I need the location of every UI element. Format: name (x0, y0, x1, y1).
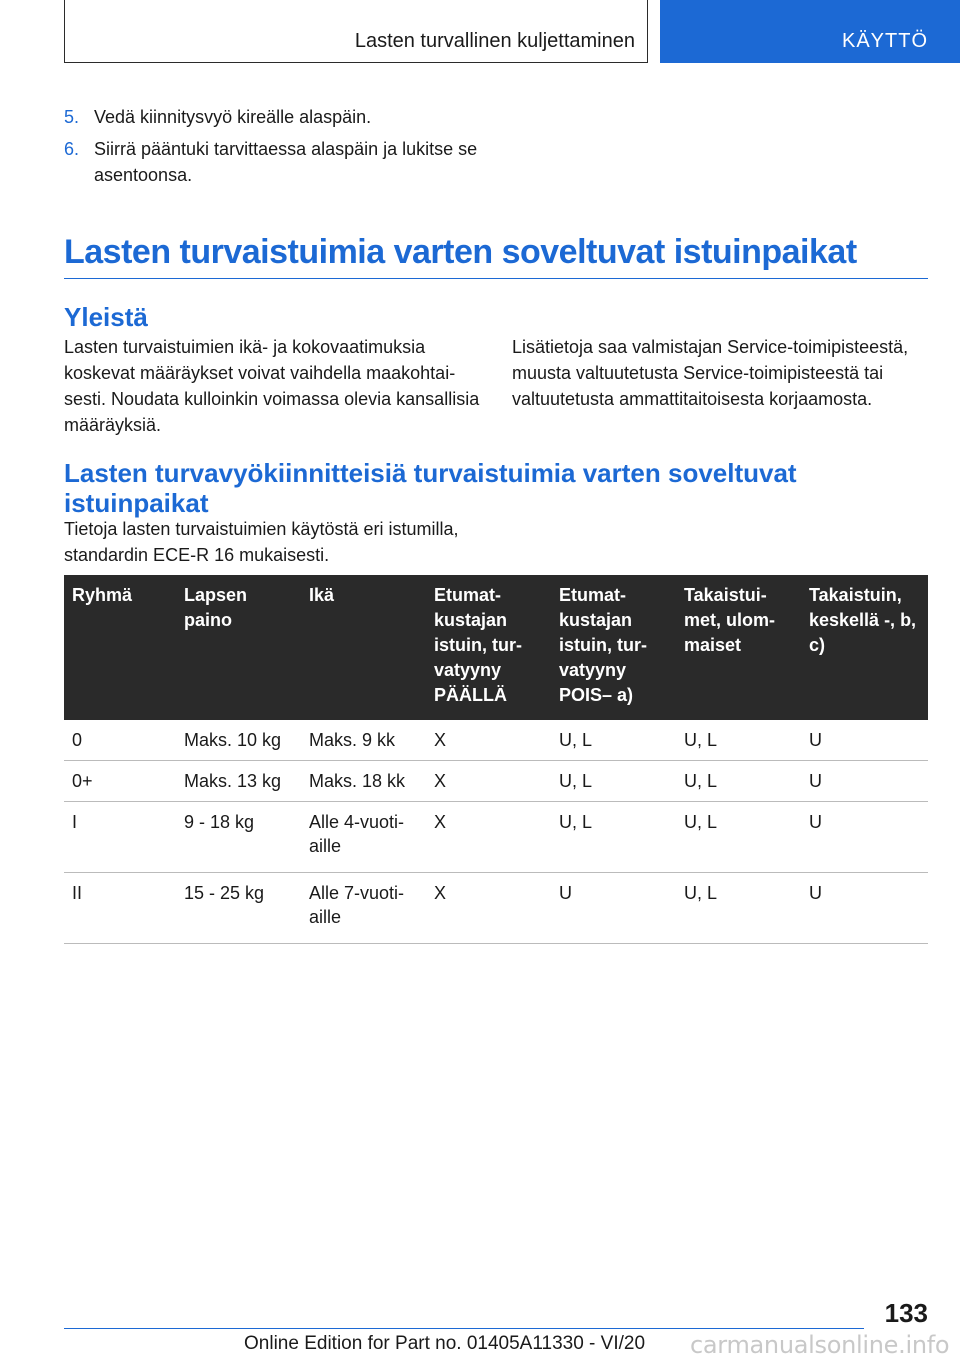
column-header: Ryhmä (64, 575, 176, 720)
table-row (64, 761, 928, 802)
column-header: Etumatkustajan istuin, turvatyyny PÄÄLLÄ (426, 575, 551, 720)
isofix-intro: Tietoja lasten turvaistuimien käytöstä eri istumilla, standardin ECE-R 16 mukaisesti. (64, 519, 459, 565)
column-header: Takaistuimet, ulommaiset (676, 575, 801, 720)
table-cell: Maks. 13 kg (176, 761, 301, 802)
table-cell: U (551, 873, 676, 944)
table-cell: U (801, 761, 928, 802)
table-cell: U, L (551, 761, 676, 802)
table-row (64, 873, 928, 944)
step-number: 6. (64, 139, 80, 159)
table-cell: U, L (551, 720, 676, 761)
step-number: 5. (64, 107, 80, 127)
column-header: Lapsen paino (176, 575, 301, 720)
step-item (64, 136, 484, 188)
column-header: Etumatkustajan istuin, turvatyyny POIS– a) (551, 575, 676, 720)
table-cell: X (426, 873, 551, 944)
table-cell: Maks. 9 kk (301, 720, 426, 761)
table-cell: X (426, 802, 551, 873)
table-cell: U (801, 802, 928, 873)
table-cell: Maks. 10 kg (176, 720, 301, 761)
table-cell: Alle 4-vuotiaille (301, 802, 426, 873)
page-number: 133 (884, 1298, 928, 1328)
table-cell: X (426, 761, 551, 802)
main-heading: Lasten turvaistuimia varten soveltuvat istuinpaikat (64, 232, 928, 279)
table-cell: II (64, 873, 176, 944)
table-header-row (64, 575, 928, 720)
table-cell: 15 - 25 kg (176, 873, 301, 944)
table-row (64, 802, 928, 873)
table-cell: U, L (676, 720, 801, 761)
chapter-title: Lasten turvallinen kuljettaminen (354, 30, 635, 52)
column-header: Takaistuin, keskellä -, b, c) (801, 575, 928, 720)
instruction-steps (64, 104, 484, 194)
table-cell: U, L (676, 761, 801, 802)
table-cell: U (801, 720, 928, 761)
isofix-heading: Lasten turvavyökiinnitteisiä turvaistuimia varten soveltuvat istuinpaikat (64, 458, 797, 518)
table-cell: Maks. 18 kk (301, 761, 426, 802)
table-cell: X (426, 720, 551, 761)
column-header: Ikä (301, 575, 426, 720)
table-cell: U, L (551, 802, 676, 873)
step-item (64, 104, 484, 130)
watermark-logo: carmanualsonline.info (690, 1331, 950, 1359)
table-cell: 0+ (64, 761, 176, 802)
table-cell: U, L (676, 802, 801, 873)
seat-suitability-table (64, 575, 928, 944)
general-heading: Yleistä (64, 302, 148, 332)
general-left-paragraph: Lasten turvaistuimien ikä- ja kokovaatimuksia koskevat määräykset voivat vaihdella maakohtaisesti. Noudata kulloinkin voimassa olevia kansallisia määräyksiä. (64, 337, 480, 435)
edition-text: Online Edition for Part no. 01405A11330 - VI/20 (244, 1333, 646, 1354)
table-cell: 9 - 18 kg (176, 802, 301, 873)
table-cell: U (801, 873, 928, 944)
header-section-tab (660, 0, 960, 63)
footer-divider (64, 1328, 864, 1329)
section-label: KÄYTTÖ (841, 30, 928, 52)
table-cell: I (64, 802, 176, 873)
step-text: Siirrä pääntuki tarvittaessa alaspäin ja lukitse se asentoonsa. (94, 139, 478, 185)
table-cell: Alle 7-vuotiaille (301, 873, 426, 944)
step-text: Vedä kiinnitysvyö kireälle alaspäin. (94, 107, 372, 127)
general-right-paragraph: Lisätietoja saa valmistajan Service-toimipisteestä, muusta valtuutetusta Service-toimipisteestä tai valtuutetusta ammattitaitoisesta korjaamosta. (512, 337, 909, 409)
table-cell: U, L (676, 873, 801, 944)
table-cell: 0 (64, 720, 176, 761)
header-chapter-box (64, 0, 648, 63)
table-row (64, 720, 928, 761)
